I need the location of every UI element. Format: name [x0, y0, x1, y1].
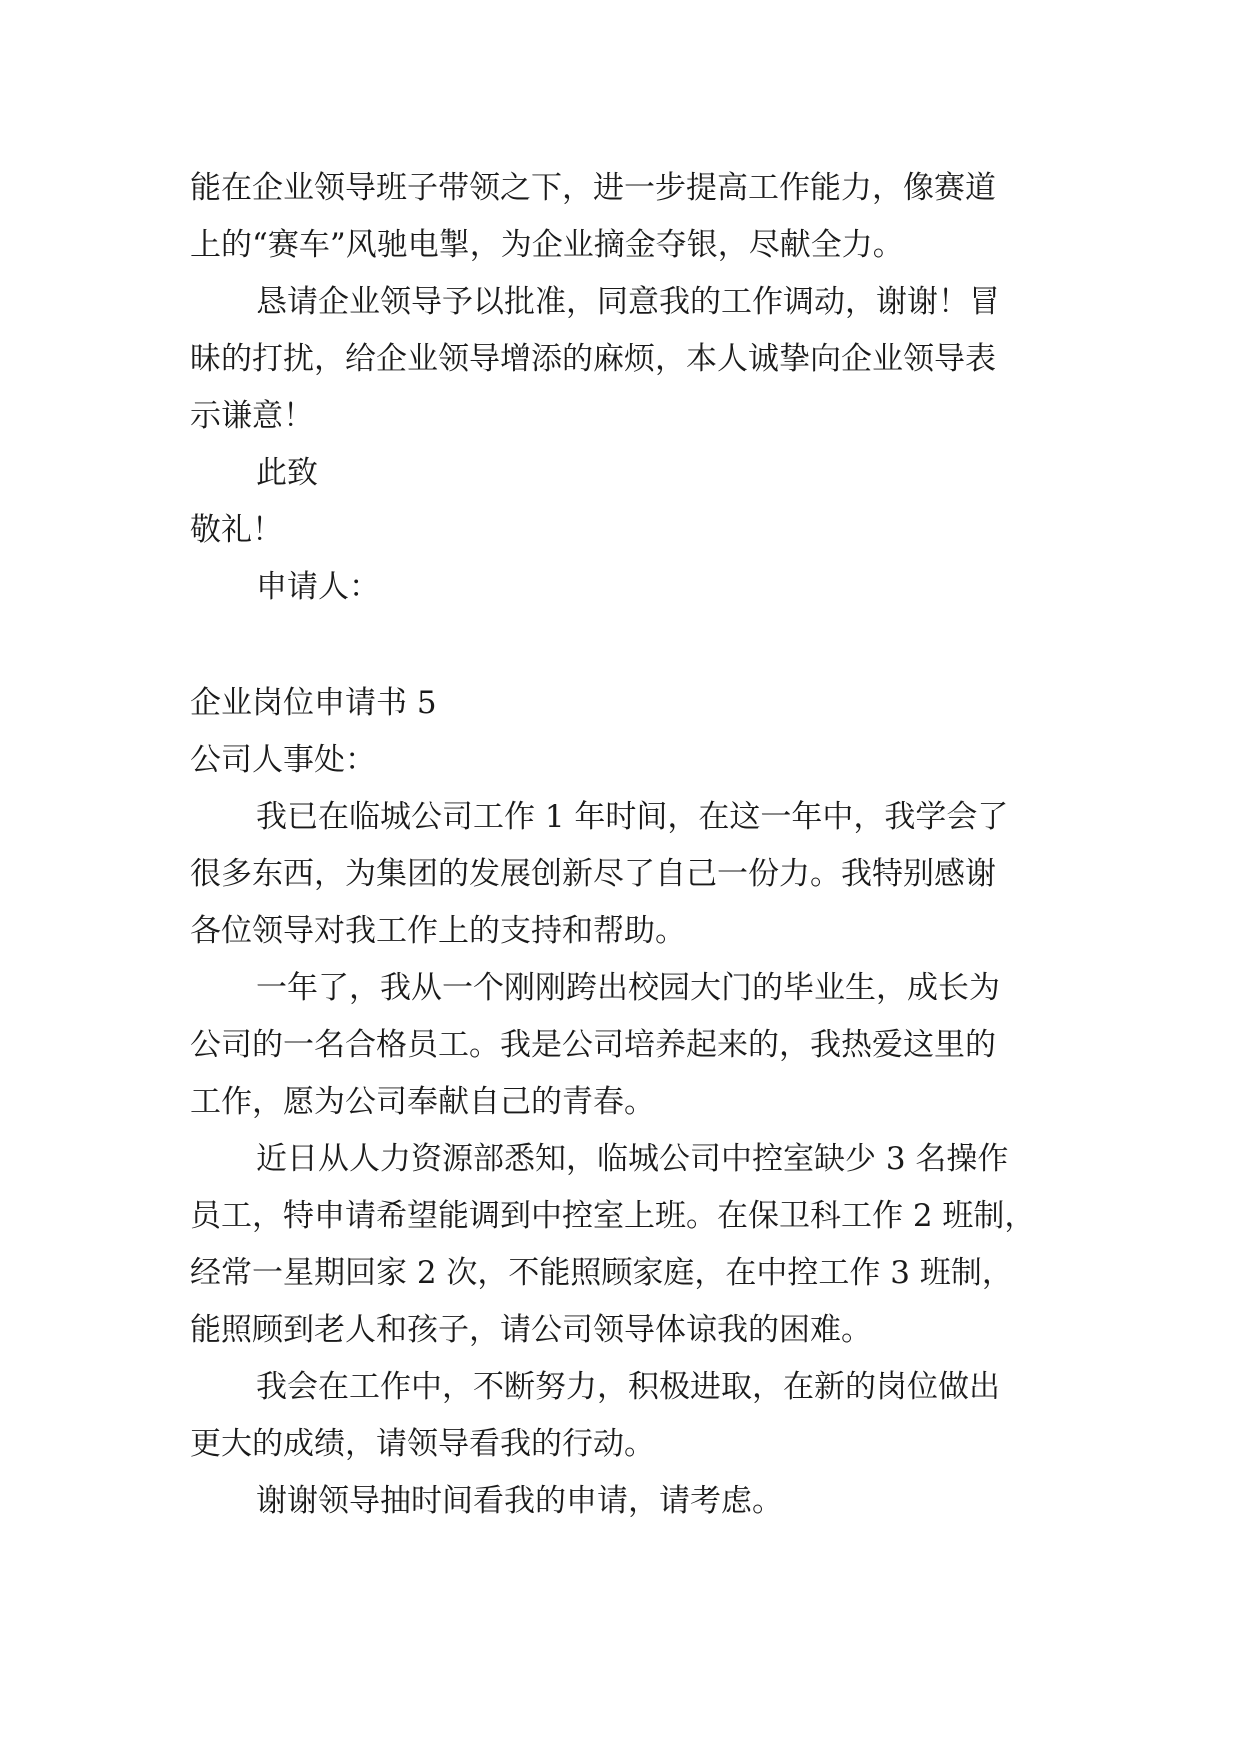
section-title: 企业岗位申请书 5: [190, 685, 437, 721]
text-line: 员工，特申请希望能调到中控室上班。在保卫科工作 2 班制，: [190, 1198, 1036, 1234]
text-line: 经常一星期回家 2 次，不能照顾家庭，在中控工作 3 班制，: [190, 1255, 1013, 1291]
text-line: 昧的打扰，给企业领导增添的麻烦，本人诚挚向企业领导表: [190, 341, 996, 377]
text-line: 谢谢领导抽时间看我的申请，请考虑。: [256, 1483, 783, 1519]
text-line: 能在企业领导班子带领之下，进一步提高工作能力，像赛道: [190, 170, 996, 206]
text-line: 恳请企业领导予以批准，同意我的工作调动，谢谢！冒: [256, 284, 1000, 320]
text-line: 各位领导对我工作上的支持和帮助。: [190, 913, 686, 949]
text-line: 公司的一名合格员工。我是公司培养起来的，我热爱这里的: [190, 1027, 996, 1063]
signature-label: 申请人：: [256, 569, 380, 605]
text-line: 近日从人力资源部悉知，临城公司中控室缺少 3 名操作: [256, 1141, 1009, 1177]
closing-salutation: 此致: [256, 455, 318, 491]
text-line: 我会在工作中，不断努力，积极进取，在新的岗位做出: [256, 1369, 1000, 1405]
text-line: 示谦意！: [190, 398, 314, 434]
text-line: 很多东西，为集团的发展创新尽了自己一份力。我特别感谢: [190, 856, 996, 892]
text-line: 我已在临城公司工作 1 年时间，在这一年中，我学会了: [256, 799, 1009, 835]
text-line: 上的“赛车”风驰电掣，为企业摘金夺银，尽献全力。: [190, 227, 904, 263]
text-line: 一年了，我从一个刚刚跨出校园大门的毕业生，成长为: [256, 970, 1000, 1006]
text-line: 能照顾到老人和孩子，请公司领导体谅我的困难。: [190, 1312, 872, 1348]
addressee: 公司人事处：: [190, 742, 376, 778]
text-line: 更大的成绩，请领导看我的行动。: [190, 1426, 655, 1462]
text-line: 工作，愿为公司奉献自己的青春。: [190, 1084, 655, 1120]
closing-regards: 敬礼！: [190, 512, 283, 548]
